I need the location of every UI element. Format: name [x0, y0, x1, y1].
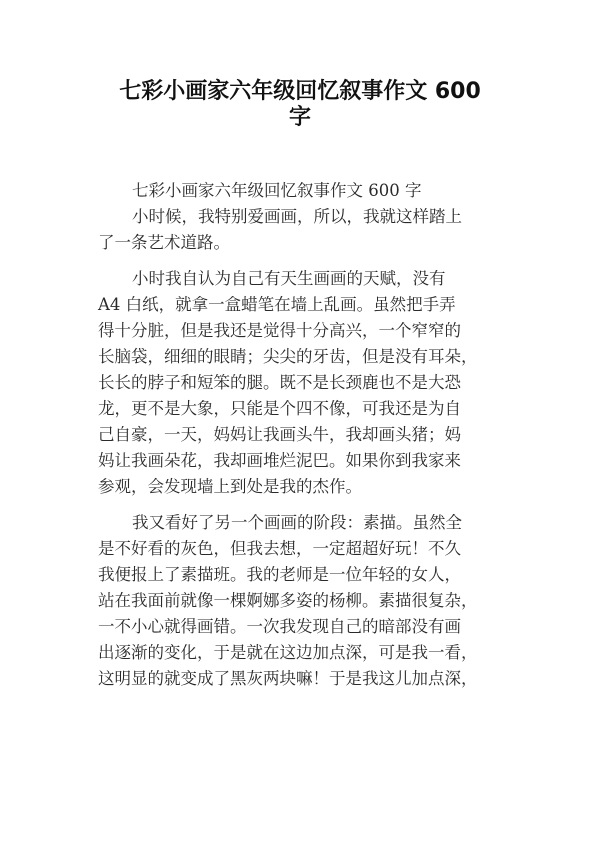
title-line-1: 七彩小画家六年级回忆叙事作文 600 — [119, 79, 481, 104]
text-line: 我便报上了素描班。我的老师是一位年轻的女人， — [98, 565, 461, 584]
text-line: 长脑袋，细细的眼睛；尖尖的牙齿，但是没有耳朵， — [98, 347, 478, 366]
title-line-2: 字 — [288, 105, 311, 130]
document-title — [80, 76, 520, 128]
text-line: 这明显的就变成了黑灰两块嘛！于是我这儿加点深， — [98, 669, 478, 688]
text-line: 小时候，我特别爱画画，所以，我就这样踏上 — [132, 207, 462, 226]
text-line: 长长的脖子和短笨的腿。既不是长颈鹿也不是大恐 — [98, 373, 461, 392]
text-line: 小时我自认为自己有天生画画的天赋，没有 — [132, 269, 446, 288]
text-line: 出逐渐的变化，于是就在这边加点深，可是我一看， — [98, 643, 478, 662]
text-line: 参观，会发现墙上到处是我的杰作。 — [98, 477, 362, 496]
text-line: 己自豪，一天，妈妈让我画头牛，我却画头猪；妈 — [98, 425, 461, 444]
text-line: 龙，更不是大象，只能是个四不像，可我还是为自 — [98, 399, 461, 418]
text-line: 一不小心就得画错。一次我发现自己的暗部没有画 — [98, 617, 461, 636]
text-line: 是不好看的灰色，但我去想，一定超超好玩！不久 — [98, 539, 461, 558]
text-line: 得十分脏，但是我还是觉得十分高兴，一个窄窄的 — [98, 321, 461, 340]
text-line: A4 白纸，就拿一盒蜡笔在墙上乱画。虽然把手弄 — [98, 295, 456, 314]
document-body — [98, 178, 508, 692]
body-subtitle: 七彩小画家六年级回忆叙事作文 600 字 — [132, 181, 422, 200]
text-line: 我又看好了另一个画画的阶段：素描。虽然全 — [132, 513, 462, 532]
text-line: 了一条艺术道路。 — [98, 233, 230, 252]
text-line: 妈让我画朵花，我却画堆烂泥巴。如果你到我家来 — [98, 451, 461, 470]
text-line: 站在我面前就像一棵婀娜多姿的杨柳。素描很复杂， — [98, 591, 478, 610]
